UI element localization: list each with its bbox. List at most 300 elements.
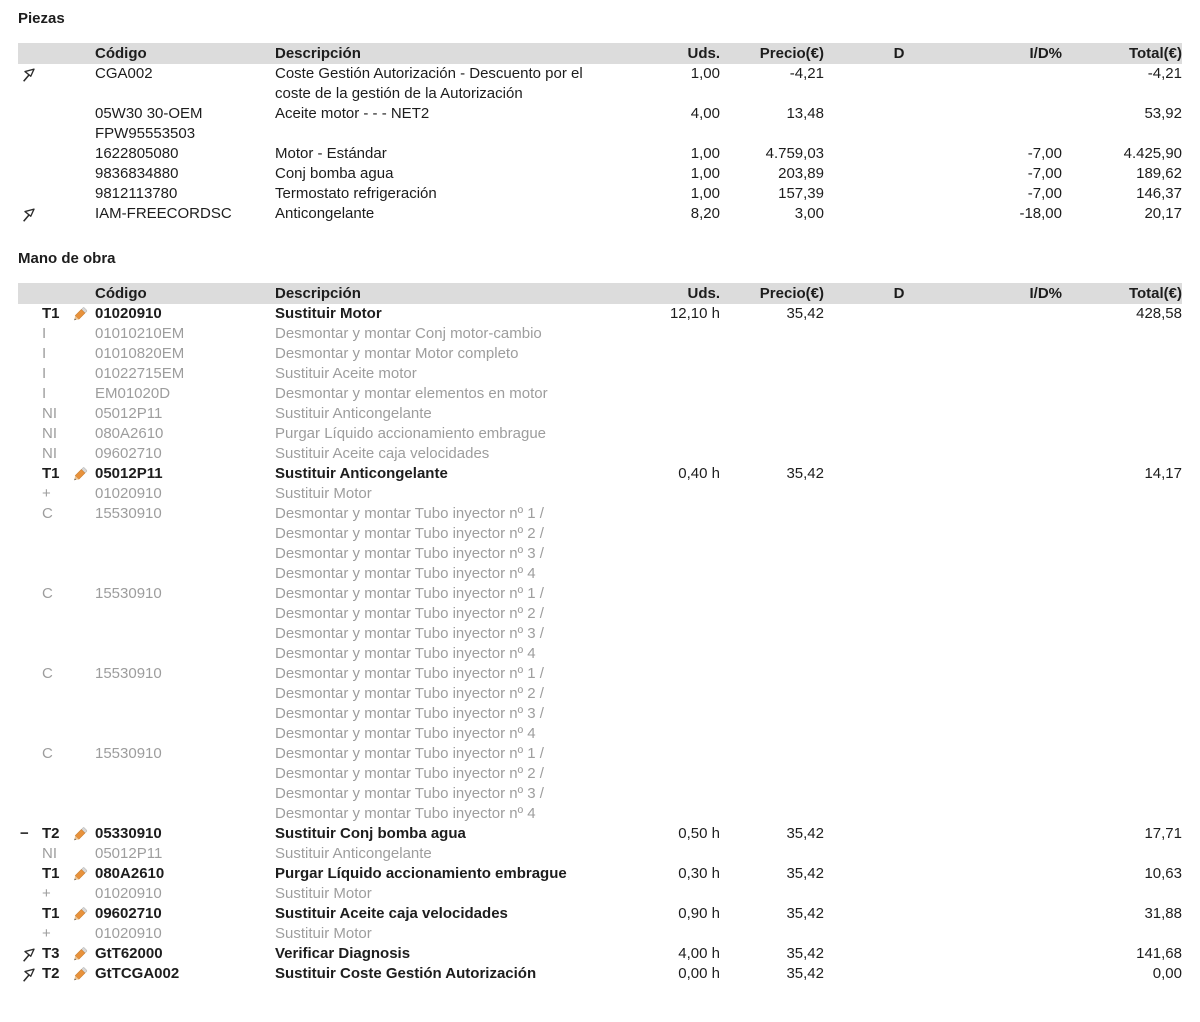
d-cell [824, 944, 974, 964]
row-type-label: T1 [42, 305, 60, 322]
mano-de-obra-table [18, 283, 1182, 984]
total-cell: 146,37 [1136, 185, 1182, 202]
idpct-cell [974, 664, 1062, 744]
descripcion-cell: Purgar Líquido accionamiento embrague [275, 865, 567, 882]
precio-cell: 13,48 [786, 105, 824, 122]
idpct-cell [974, 884, 1062, 904]
codigo-cell: 01020910 [95, 305, 162, 322]
total-header: Total(€) [1128, 45, 1182, 62]
descripcion-cell: Sustituir Aceite motor [275, 365, 417, 382]
codigo-cell: 01020910 [95, 885, 162, 902]
row-gutter [18, 844, 95, 864]
total-cell: 17,71 [1144, 825, 1182, 842]
row-type-label: + [42, 485, 51, 502]
row-type-label: T1 [42, 865, 60, 882]
idpct-cell [974, 384, 1062, 404]
flag-icon[interactable] [18, 204, 42, 224]
codigo-cell: 01022715EM [95, 365, 185, 382]
total-cell [1062, 424, 1182, 444]
row-gutter [18, 484, 95, 504]
codigo-header: Código [95, 45, 147, 62]
precio-cell: 3,00 [794, 205, 824, 222]
labor-subrow[interactable] [18, 504, 1182, 584]
descripcion-cell: Sustituir Motor [275, 485, 372, 502]
row-gutter [18, 884, 95, 904]
uds-cell: 1,00 [690, 165, 720, 182]
idpct-cell [974, 844, 1062, 864]
total-cell [1062, 844, 1182, 864]
descripcion-header: Descripción [275, 285, 361, 302]
gutter-header-cell [18, 283, 95, 304]
codigo-cell: 05330910 [95, 825, 162, 842]
total-cell [1062, 484, 1182, 504]
precio-header: Precio(€) [759, 285, 824, 302]
row-gutter [18, 144, 95, 164]
descripcion-cell: Desmontar y montar elementos en motor [275, 385, 548, 402]
d-cell [824, 664, 974, 744]
total-cell [1062, 344, 1182, 364]
idpct-cell [974, 324, 1062, 344]
descripcion-cell: Conj bomba agua [275, 165, 394, 182]
idpct-header: I/D% [1029, 285, 1062, 302]
labor-subrow[interactable] [18, 584, 1182, 664]
row-gutter [18, 364, 95, 384]
labor-row[interactable] [18, 904, 1182, 924]
d-cell [824, 904, 974, 924]
idpct-cell [974, 64, 1062, 104]
labor-subrow[interactable] [18, 664, 1182, 744]
dash-icon[interactable]: − [20, 825, 29, 842]
total-cell: 53,92 [1144, 105, 1182, 122]
total-cell [1062, 364, 1182, 384]
mano-de-obra-section-title: Mano de obra [18, 250, 116, 267]
idpct-cell: -18,00 [1019, 205, 1062, 222]
edit-pencil-icon[interactable] [68, 464, 95, 483]
precio-cell: 203,89 [778, 165, 824, 182]
precio-cell: 35,42 [786, 945, 824, 962]
piezas-table-header [18, 43, 1182, 64]
idpct-cell [974, 484, 1062, 504]
row-gutter [18, 64, 95, 104]
total-cell [1062, 584, 1182, 664]
descripcion-cell: Sustituir Coste Gestión Autorización [275, 965, 537, 982]
uds-cell: 0,30 h [678, 865, 720, 882]
descripcion-cell: Purgar Líquido accionamiento embrague [275, 425, 547, 442]
row-type-label: I [42, 345, 47, 362]
idpct-cell [974, 904, 1062, 924]
row-type-label: T2 [42, 965, 60, 982]
uds-cell: 12,10 h [669, 305, 720, 322]
idpct-cell [974, 944, 1062, 964]
row-gutter [18, 204, 95, 224]
mano-de-obra-section [18, 250, 1182, 984]
piezas-table-body [18, 64, 1182, 224]
total-cell [1062, 404, 1182, 424]
flag-icon[interactable] [18, 64, 42, 84]
total-header: Total(€) [1128, 285, 1182, 302]
total-cell: 0,00 [1152, 965, 1182, 982]
row-type-label: C [42, 665, 53, 682]
labor-subrow[interactable] [18, 924, 1182, 944]
precio-cell: -4,21 [789, 65, 824, 82]
total-cell: 31,88 [1144, 905, 1182, 922]
d-cell [824, 504, 974, 584]
labor-subrow[interactable] [18, 484, 1182, 504]
labor-subrow[interactable] [18, 444, 1182, 464]
edit-pencil-icon[interactable] [68, 944, 95, 963]
idpct-cell [974, 464, 1062, 484]
part-row[interactable] [18, 64, 1182, 104]
row-gutter [18, 864, 95, 884]
uds-cell: 1,00 [690, 145, 720, 162]
row-type-label: C [42, 505, 53, 522]
codigo-cell: 05012P11 [95, 405, 163, 422]
total-cell: -4,21 [1147, 65, 1182, 82]
precio-cell: 35,42 [786, 965, 824, 982]
idpct-cell [974, 504, 1062, 584]
labor-row[interactable] [18, 464, 1182, 484]
edit-pencil-icon[interactable] [68, 864, 95, 883]
codigo-cell: 05012P11 [95, 845, 163, 862]
descripcion-cell: Desmontar y montar Tubo inyector nº 1 / Desmontar y montar Tubo inyector nº 2 / Desmontar y montar Tubo inyector nº 3 / Desmontar y montar Tubo inyector nº 4 [275, 665, 544, 742]
total-cell [1062, 444, 1182, 464]
total-cell: 189,62 [1136, 165, 1182, 182]
row-gutter [18, 824, 95, 844]
piezas-table [18, 43, 1182, 224]
mano-de-obra-table-body [18, 304, 1182, 984]
descripcion-cell: Desmontar y montar Motor completo [275, 345, 519, 362]
mano-de-obra-table-header [18, 283, 1182, 304]
edit-pencil-icon[interactable] [68, 304, 95, 323]
uds-cell [627, 484, 720, 504]
total-cell [1062, 664, 1182, 744]
row-gutter [18, 404, 95, 424]
labor-row[interactable] [18, 304, 1182, 324]
precio-cell [720, 324, 824, 344]
d-cell [824, 384, 974, 404]
d-cell [824, 464, 974, 484]
codigo-cell: 080A2610 [95, 865, 165, 882]
idpct-cell [974, 364, 1062, 384]
row-gutter [18, 304, 95, 324]
uds-cell [627, 444, 720, 464]
d-cell [824, 144, 974, 164]
precio-cell [720, 584, 824, 664]
labor-subrow[interactable] [18, 364, 1182, 384]
row-type-label: NI [42, 405, 57, 422]
uds-cell: 0,50 h [678, 825, 720, 842]
edit-pencil-icon[interactable] [68, 904, 95, 923]
uds-cell [627, 664, 720, 744]
uds-cell: 1,00 [690, 65, 720, 82]
row-gutter [18, 944, 95, 964]
descripcion-cell: Coste Gestión Autorización - Descuento por el coste de la gestión de la Autorización [275, 65, 583, 102]
descripcion-cell: Desmontar y montar Tubo inyector nº 1 / Desmontar y montar Tubo inyector nº 2 / Desmontar y montar Tubo inyector nº 3 / Desmontar y montar Tubo inyector nº 4 [275, 745, 544, 822]
d-cell [824, 744, 974, 824]
descripcion-cell: Sustituir Aceite caja velocidades [275, 445, 490, 462]
descripcion-cell: Sustituir Anticongelante [275, 465, 448, 482]
precio-cell [720, 384, 824, 404]
row-gutter [18, 104, 95, 144]
row-type-label: C [42, 745, 53, 762]
d-cell [824, 924, 974, 944]
uds-cell [627, 924, 720, 944]
row-type-label: NI [42, 425, 57, 442]
row-gutter [18, 964, 95, 984]
total-cell [1062, 744, 1182, 824]
idpct-cell [974, 404, 1062, 424]
row-type-label: T2 [42, 825, 60, 842]
labor-subrow[interactable] [18, 404, 1182, 424]
idpct-cell [974, 344, 1062, 364]
d-cell [824, 364, 974, 384]
precio-cell: 35,42 [786, 465, 824, 482]
labor-row[interactable] [18, 824, 1182, 844]
idpct-cell [974, 744, 1062, 824]
precio-cell [720, 924, 824, 944]
descripcion-cell: Desmontar y montar Conj motor-cambio [275, 325, 542, 342]
codigo-cell: IAM-FREECORDSC [95, 205, 232, 222]
descripcion-header: Descripción [275, 45, 361, 62]
uds-header: Uds. [687, 45, 720, 62]
codigo-cell: 01020910 [95, 485, 162, 502]
total-cell [1062, 884, 1182, 904]
descripcion-cell: Sustituir Anticongelante [275, 405, 432, 422]
uds-cell: 0,90 h [678, 905, 720, 922]
d-cell [824, 844, 974, 864]
idpct-cell: -7,00 [1027, 185, 1062, 202]
precio-cell: 35,42 [786, 825, 824, 842]
row-type-label: NI [42, 445, 57, 462]
descripcion-cell: Sustituir Motor [275, 925, 372, 942]
gutter-header-cell [18, 43, 95, 64]
d-cell [824, 424, 974, 444]
uds-cell: 4,00 h [678, 945, 720, 962]
precio-cell [720, 404, 824, 424]
idpct-cell: -7,00 [1027, 145, 1062, 162]
codigo-cell: 9812113780 [95, 185, 178, 202]
row-gutter [18, 424, 95, 444]
descripcion-cell: Desmontar y montar Tubo inyector nº 1 / Desmontar y montar Tubo inyector nº 2 / Desmontar y montar Tubo inyector nº 3 / Desmontar y montar Tubo inyector nº 4 [275, 585, 544, 662]
d-cell [824, 444, 974, 464]
idpct-cell [974, 924, 1062, 944]
d-cell [824, 324, 974, 344]
precio-header: Precio(€) [759, 45, 824, 62]
piezas-section [18, 10, 1182, 224]
descripcion-cell: Sustituir Conj bomba agua [275, 825, 466, 842]
part-row[interactable] [18, 164, 1182, 184]
labor-row[interactable] [18, 964, 1182, 984]
codigo-cell: 1622805080 [95, 145, 179, 162]
precio-cell: 35,42 [786, 905, 824, 922]
edit-pencil-icon[interactable] [68, 824, 95, 843]
uds-cell: 1,00 [690, 185, 720, 202]
d-cell [824, 304, 974, 324]
labor-subrow[interactable] [18, 424, 1182, 444]
row-gutter [18, 924, 95, 944]
labor-subrow[interactable] [18, 344, 1182, 364]
row-gutter [18, 664, 95, 744]
d-cell [824, 584, 974, 664]
d-cell [824, 164, 974, 184]
labor-subrow[interactable] [18, 884, 1182, 904]
descripcion-cell: Sustituir Aceite caja velocidades [275, 905, 508, 922]
row-type-label: T1 [42, 905, 60, 922]
total-cell: 20,17 [1144, 205, 1182, 222]
precio-cell [720, 504, 824, 584]
precio-cell [720, 744, 824, 824]
codigo-cell: 15530910 [95, 505, 162, 522]
row-type-label: T3 [42, 945, 60, 962]
row-type-label: + [42, 885, 51, 902]
labor-row[interactable] [18, 944, 1182, 964]
d-header: D [893, 285, 905, 302]
row-gutter [18, 384, 95, 404]
codigo-header: Código [95, 285, 147, 302]
precio-cell [720, 484, 824, 504]
uds-cell: 0,40 h [678, 465, 720, 482]
part-row[interactable] [18, 144, 1182, 164]
part-row[interactable] [18, 104, 1182, 144]
labor-subrow[interactable] [18, 384, 1182, 404]
idpct-cell: -7,00 [1027, 165, 1062, 182]
codigo-cell: 05012P11 [95, 465, 163, 482]
d-cell [824, 864, 974, 884]
d-cell [824, 824, 974, 844]
descripcion-cell: Sustituir Anticongelante [275, 845, 432, 862]
total-cell [1062, 324, 1182, 344]
row-gutter [18, 164, 95, 184]
uds-cell [627, 364, 720, 384]
idpct-cell [974, 304, 1062, 324]
precio-cell: 4.759,03 [765, 145, 824, 162]
total-cell: 10,63 [1144, 865, 1182, 882]
precio-cell [720, 424, 824, 444]
descripcion-cell: Termostato refrigeración [275, 185, 437, 202]
precio-cell [720, 444, 824, 464]
codigo-cell: CGA002 [95, 65, 153, 82]
idpct-cell [974, 864, 1062, 884]
precio-cell [720, 344, 824, 364]
uds-cell: 0,00 h [678, 965, 720, 982]
codigo-cell: 15530910 [95, 745, 162, 762]
descripcion-cell: Sustituir Motor [275, 305, 382, 322]
uds-cell [627, 424, 720, 444]
flag-icon[interactable] [18, 964, 42, 984]
total-cell [1062, 384, 1182, 404]
codigo-cell: 01020910 [95, 925, 162, 942]
descripcion-cell: Anticongelante [275, 205, 375, 222]
edit-pencil-icon[interactable] [68, 964, 95, 983]
precio-cell [720, 844, 824, 864]
d-cell [824, 344, 974, 364]
d-cell [824, 104, 974, 144]
uds-cell [627, 404, 720, 424]
idpct-cell [974, 444, 1062, 464]
precio-cell: 157,39 [778, 185, 824, 202]
total-cell: 428,58 [1136, 305, 1182, 322]
row-type-label: + [42, 925, 51, 942]
uds-cell [627, 844, 720, 864]
d-cell [824, 964, 974, 984]
descripcion-cell: Aceite motor - - - NET2 [275, 105, 430, 122]
codigo-cell: 09602710 [95, 905, 162, 922]
codigo-cell: 080A2610 [95, 425, 164, 442]
part-row[interactable] [18, 204, 1182, 224]
codigo-cell: GtTCGA002 [95, 965, 180, 982]
row-gutter [18, 324, 95, 344]
total-cell: 14,17 [1144, 465, 1182, 482]
uds-cell [627, 504, 720, 584]
codigo-cell: 9836834880 [95, 165, 179, 182]
precio-cell [720, 364, 824, 384]
idpct-cell [974, 584, 1062, 664]
total-cell [1062, 924, 1182, 944]
labor-subrow[interactable] [18, 744, 1182, 824]
row-gutter [18, 464, 95, 484]
row-gutter [18, 344, 95, 364]
d-cell [824, 184, 974, 204]
row-type-label: I [42, 385, 47, 402]
row-gutter [18, 504, 95, 584]
codigo-cell: 09602710 [95, 445, 162, 462]
idpct-header: I/D% [1029, 45, 1062, 62]
descripcion-cell: Motor - Estándar [275, 145, 387, 162]
d-cell [824, 64, 974, 104]
precio-cell: 35,42 [786, 865, 824, 882]
row-gutter [18, 904, 95, 924]
descripcion-cell: Verificar Diagnosis [275, 945, 411, 962]
codigo-cell: 15530910 [95, 585, 162, 602]
row-type-label: T1 [42, 465, 60, 482]
d-cell [824, 484, 974, 504]
idpct-cell [974, 824, 1062, 844]
flag-icon[interactable] [18, 944, 42, 964]
descripcion-cell: Sustituir Motor [275, 885, 372, 902]
part-row[interactable] [18, 184, 1182, 204]
row-gutter [18, 444, 95, 464]
total-cell [1062, 504, 1182, 584]
row-gutter [18, 584, 95, 664]
uds-cell [627, 584, 720, 664]
d-header: D [893, 45, 905, 62]
labor-row[interactable] [18, 864, 1182, 884]
row-type-label: C [42, 585, 53, 602]
uds-cell [627, 344, 720, 364]
total-cell: 4.425,90 [1123, 145, 1182, 162]
codigo-cell: 01010210EM [95, 325, 185, 342]
uds-cell [627, 384, 720, 404]
codigo-cell: 05W30 30-OEM FPW95553503 [95, 105, 203, 142]
row-gutter [18, 184, 95, 204]
precio-cell [720, 664, 824, 744]
idpct-cell [974, 964, 1062, 984]
codigo-cell: 15530910 [95, 665, 162, 682]
d-cell [824, 404, 974, 424]
labor-subrow[interactable] [18, 844, 1182, 864]
row-type-label: I [42, 325, 47, 342]
row-gutter [18, 744, 95, 824]
precio-cell [720, 884, 824, 904]
row-type-label: NI [42, 845, 57, 862]
codigo-cell: EM01020D [95, 385, 171, 402]
uds-cell: 4,00 [690, 105, 720, 122]
uds-cell [627, 744, 720, 824]
precio-cell: 35,42 [786, 305, 824, 322]
idpct-cell [974, 424, 1062, 444]
labor-subrow[interactable] [18, 324, 1182, 344]
codigo-cell: 01010820EM [95, 345, 185, 362]
